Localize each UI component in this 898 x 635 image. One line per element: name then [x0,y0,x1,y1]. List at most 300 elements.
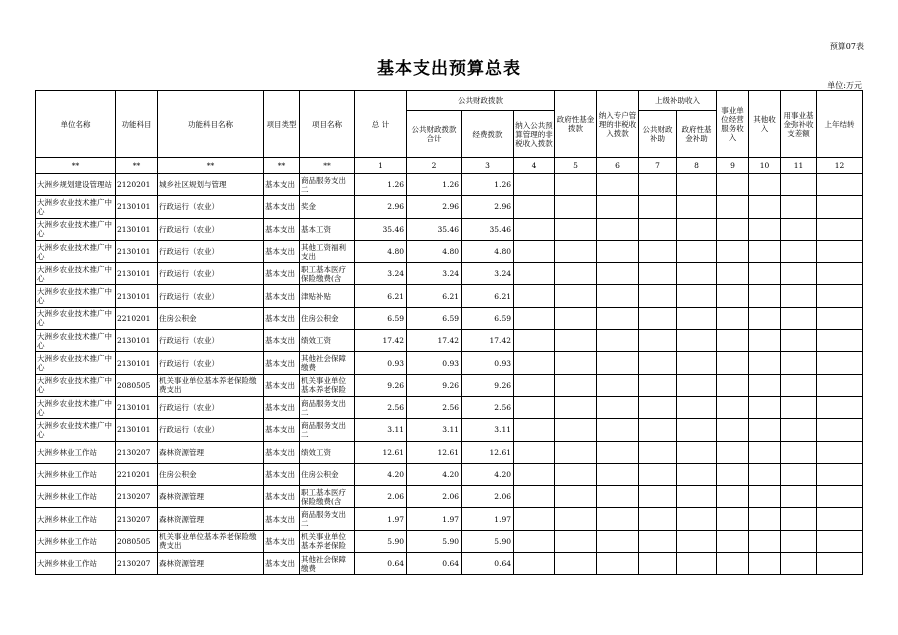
cell-empty [817,285,863,307]
header-non-tax: 纳入公共预算管理的非税收入拨款 [514,111,555,158]
cell-empty [749,218,781,240]
cell-public-sum: 12.61 [407,441,462,463]
cell-public-sum: 9.26 [407,374,462,396]
cell-unit: 大洲乡农业技术推广中心 [36,307,116,329]
cell-empty [717,463,749,485]
cell-empty [717,486,749,508]
cell-empty [677,530,717,552]
cell-empty [597,352,639,374]
cell-empty [817,174,863,196]
cell-empty [639,441,677,463]
cell-empty [717,263,749,285]
header-total: 总 计 [355,91,407,158]
cell-empty [555,352,597,374]
header-proj-type: 项目类型 [264,91,300,158]
cell-empty [749,530,781,552]
header-unit-name: 单位名称 [36,91,116,158]
cell-proj-name: 商品服务支出二 [300,508,355,530]
cell-empty [597,330,639,352]
cell-alloc: 2.96 [462,196,514,218]
cell-empty [677,218,717,240]
cell-empty [781,419,817,441]
cell-public-sum: 6.59 [407,307,462,329]
cell-alloc: 3.24 [462,263,514,285]
cell-unit: 大洲乡林业工作站 [36,441,116,463]
cell-empty [514,330,555,352]
cell-code: 2130101 [116,285,158,307]
index-cell: ** [116,158,158,174]
cell-public-sum: 3.24 [407,263,462,285]
cell-empty [639,396,677,418]
cell-type: 基本支出 [264,352,300,374]
cell-empty [639,263,677,285]
cell-total: 17.42 [355,330,407,352]
cell-proj-name: 其他社会保障缴费 [300,553,355,575]
cell-alloc: 17.42 [462,330,514,352]
table-row [36,285,863,307]
cell-empty [639,530,677,552]
cell-empty [597,530,639,552]
cell-empty [781,508,817,530]
form-number: 预算07表 [829,42,864,51]
cell-alloc: 2.06 [462,486,514,508]
cell-unit: 大洲乡林业工作站 [36,508,116,530]
cell-code: 2130207 [116,508,158,530]
cell-empty [597,374,639,396]
index-row [36,158,863,174]
header-other-income: 其他收入 [749,91,781,158]
cell-type: 基本支出 [264,463,300,485]
cell-empty [677,240,717,262]
cell-empty [717,285,749,307]
cell-empty [749,196,781,218]
cell-code: 2080505 [116,530,158,552]
cell-total: 2.96 [355,196,407,218]
cell-type: 基本支出 [264,174,300,196]
cell-func-name: 机关事业单位基本养老保险缴费支出 [158,530,264,552]
cell-empty [555,419,597,441]
cell-empty [597,285,639,307]
cell-unit: 大洲乡农业技术推广中心 [36,240,116,262]
cell-type: 基本支出 [264,441,300,463]
cell-code: 2130207 [116,486,158,508]
index-cell: 8 [677,158,717,174]
cell-empty [817,240,863,262]
cell-unit: 大洲乡农业技术推广中心 [36,218,116,240]
cell-empty [677,352,717,374]
cell-empty [555,553,597,575]
header-sup-public: 公共财政补助 [639,111,677,158]
cell-empty [781,285,817,307]
cell-func-name: 森林资源管理 [158,486,264,508]
cell-empty [597,174,639,196]
cell-proj-name: 基本工资 [300,218,355,240]
cell-alloc: 0.93 [462,352,514,374]
cell-func-name: 行政运行（农业） [158,419,264,441]
cell-empty [597,553,639,575]
header-public-fin: 公共财政拨款 [407,91,555,111]
index-cell: 6 [597,158,639,174]
cell-empty [817,307,863,329]
cell-alloc: 3.11 [462,419,514,441]
cell-empty [639,218,677,240]
cell-empty [555,508,597,530]
cell-alloc: 1.26 [462,174,514,196]
cell-empty [717,218,749,240]
cell-public-sum: 3.11 [407,419,462,441]
index-cell: 4 [514,158,555,174]
cell-empty [717,553,749,575]
cell-empty [817,218,863,240]
cell-empty [514,374,555,396]
cell-empty [677,553,717,575]
header-business-income: 事业单位经营服务收入 [717,91,749,158]
cell-empty [639,553,677,575]
index-cell: 12 [817,158,863,174]
cell-code: 2130101 [116,330,158,352]
cell-empty [597,419,639,441]
cell-empty [749,263,781,285]
cell-func-name: 行政运行（农业） [158,285,264,307]
cell-func-name: 行政运行（农业） [158,263,264,285]
table-row [36,218,863,240]
cell-proj-name: 其他工资福利支出 [300,240,355,262]
cell-empty [749,508,781,530]
header-budget-alloc: 经费拨款 [462,111,514,158]
cell-type: 基本支出 [264,285,300,307]
header-func-name: 功能科目名称 [158,91,264,158]
cell-empty [677,330,717,352]
cell-total: 35.46 [355,218,407,240]
cell-func-name: 森林资源管理 [158,553,264,575]
cell-empty [514,463,555,485]
cell-type: 基本支出 [264,330,300,352]
cell-empty [597,441,639,463]
cell-empty [817,553,863,575]
cell-empty [639,374,677,396]
cell-total: 1.97 [355,508,407,530]
table-row [36,352,863,374]
table-row [36,396,863,418]
cell-empty [677,441,717,463]
cell-func-name: 城乡社区规划与管理 [158,174,264,196]
cell-empty [781,374,817,396]
cell-unit: 大洲乡农业技术推广中心 [36,285,116,307]
cell-empty [817,196,863,218]
cell-public-sum: 1.26 [407,174,462,196]
table-row [36,307,863,329]
cell-empty [749,330,781,352]
cell-empty [677,486,717,508]
cell-empty [817,441,863,463]
cell-total: 0.64 [355,553,407,575]
cell-total: 12.61 [355,441,407,463]
cell-empty [514,196,555,218]
table-row [36,553,863,575]
cell-proj-name: 职工基本医疗保险缴费(含 [300,486,355,508]
cell-code: 2130207 [116,553,158,575]
cell-code: 2130207 [116,441,158,463]
cell-func-name: 行政运行（农业） [158,396,264,418]
unit-label: 单位:万元 [827,81,862,90]
cell-empty [514,240,555,262]
cell-unit: 大洲乡农业技术推广中心 [36,330,116,352]
cell-empty [749,307,781,329]
cell-public-sum: 1.97 [407,508,462,530]
table-row [36,463,863,485]
cell-total: 6.21 [355,285,407,307]
cell-alloc: 5.90 [462,530,514,552]
cell-public-sum: 2.06 [407,486,462,508]
cell-proj-name: 商品服务支出二 [300,396,355,418]
cell-empty [555,263,597,285]
cell-empty [749,441,781,463]
cell-empty [677,374,717,396]
cell-empty [717,419,749,441]
cell-proj-name: 商品服务支出二 [300,174,355,196]
cell-alloc: 4.20 [462,463,514,485]
header-proj-name: 项目名称 [300,91,355,158]
cell-empty [749,352,781,374]
cell-empty [555,240,597,262]
cell-empty [717,307,749,329]
cell-empty [514,530,555,552]
cell-empty [749,240,781,262]
cell-alloc: 2.56 [462,396,514,418]
cell-empty [781,174,817,196]
cell-type: 基本支出 [264,396,300,418]
budget-table [35,90,863,575]
cell-type: 基本支出 [264,218,300,240]
cell-empty [781,330,817,352]
cell-proj-name: 机关事业单位基本养老保险 [300,374,355,396]
cell-total: 5.90 [355,530,407,552]
table-row [36,530,863,552]
header-superior-sub: 上级补助收入 [639,91,717,111]
cell-type: 基本支出 [264,486,300,508]
cell-func-name: 行政运行（农业） [158,352,264,374]
cell-empty [817,508,863,530]
cell-empty [677,307,717,329]
cell-empty [749,419,781,441]
cell-empty [514,508,555,530]
cell-empty [555,374,597,396]
cell-unit: 大洲乡林业工作站 [36,486,116,508]
cell-empty [717,530,749,552]
index-cell: 5 [555,158,597,174]
cell-total: 2.56 [355,396,407,418]
cell-proj-name: 绩效工资 [300,330,355,352]
table-row [36,240,863,262]
cell-alloc: 12.61 [462,441,514,463]
cell-alloc: 6.59 [462,307,514,329]
cell-proj-name: 机关事业单位基本养老保险 [300,530,355,552]
cell-empty [639,508,677,530]
cell-public-sum: 17.42 [407,330,462,352]
index-cell: 1 [355,158,407,174]
cell-empty [677,174,717,196]
cell-empty [717,196,749,218]
cell-empty [749,285,781,307]
cell-empty [514,553,555,575]
cell-empty [555,285,597,307]
cell-proj-name: 奖金 [300,196,355,218]
cell-empty [717,508,749,530]
cell-unit: 大洲乡农业技术推广中心 [36,419,116,441]
cell-empty [639,352,677,374]
cell-empty [677,396,717,418]
cell-empty [717,174,749,196]
cell-func-name: 行政运行（农业） [158,218,264,240]
cell-empty [749,553,781,575]
cell-alloc: 9.26 [462,374,514,396]
cell-empty [514,263,555,285]
index-cell: ** [158,158,264,174]
cell-proj-name: 其他社会保障缴费 [300,352,355,374]
cell-empty [749,463,781,485]
cell-public-sum: 4.80 [407,240,462,262]
cell-func-name: 住房公积金 [158,463,264,485]
cell-code: 2130101 [116,352,158,374]
cell-empty [597,508,639,530]
header-gov-fund: 政府性基金拨款 [555,91,597,158]
cell-empty [639,285,677,307]
cell-empty [555,174,597,196]
cell-empty [817,330,863,352]
cell-total: 2.06 [355,486,407,508]
cell-empty [514,441,555,463]
cell-public-sum: 35.46 [407,218,462,240]
cell-empty [717,352,749,374]
cell-empty [781,553,817,575]
cell-public-sum: 0.64 [407,553,462,575]
header-carryover: 上年结转 [817,91,863,158]
page-title: 基本支出预算总表 [377,59,521,79]
cell-empty [555,486,597,508]
cell-proj-name: 商品服务支出二 [300,419,355,441]
cell-empty [555,530,597,552]
cell-empty [639,330,677,352]
cell-func-name: 行政运行（农业） [158,330,264,352]
cell-empty [514,352,555,374]
cell-empty [817,263,863,285]
cell-empty [555,307,597,329]
cell-unit: 大洲乡规划建设管理站 [36,174,116,196]
cell-empty [749,374,781,396]
index-cell: ** [300,158,355,174]
cell-empty [597,307,639,329]
index-cell: 11 [781,158,817,174]
cell-unit: 大洲乡农业技术推广中心 [36,352,116,374]
header-public-fin-sum: 公共财政拨款合计 [407,111,462,158]
table-row [36,330,863,352]
cell-proj-name: 住房公积金 [300,307,355,329]
cell-func-name: 机关事业单位基本养老保险缴费支出 [158,374,264,396]
cell-code: 2120201 [116,174,158,196]
table-row [36,441,863,463]
cell-type: 基本支出 [264,196,300,218]
cell-empty [781,396,817,418]
cell-alloc: 1.97 [462,508,514,530]
cell-empty [677,196,717,218]
cell-total: 6.59 [355,307,407,329]
cell-proj-name: 住房公积金 [300,463,355,485]
cell-unit: 大洲乡农业技术推广中心 [36,196,116,218]
cell-empty [749,174,781,196]
table-row [36,174,863,196]
cell-empty [677,508,717,530]
cell-empty [514,307,555,329]
cell-code: 2210201 [116,307,158,329]
cell-empty [717,240,749,262]
cell-empty [817,396,863,418]
cell-total: 3.24 [355,263,407,285]
cell-empty [597,218,639,240]
cell-func-name: 森林资源管理 [158,441,264,463]
cell-empty [677,463,717,485]
cell-empty [555,463,597,485]
cell-total: 3.11 [355,419,407,441]
cell-empty [817,486,863,508]
cell-total: 4.20 [355,463,407,485]
cell-empty [781,463,817,485]
index-cell: ** [36,158,116,174]
cell-empty [639,463,677,485]
table-row [36,196,863,218]
cell-alloc: 35.46 [462,218,514,240]
cell-func-name: 行政运行（农业） [158,196,264,218]
cell-empty [717,396,749,418]
cell-empty [717,330,749,352]
cell-empty [514,486,555,508]
cell-empty [514,174,555,196]
index-cell: 7 [639,158,677,174]
cell-public-sum: 4.20 [407,463,462,485]
table-row [36,419,863,441]
cell-empty [817,419,863,441]
cell-empty [555,196,597,218]
cell-unit: 大洲乡农业技术推广中心 [36,263,116,285]
header-special-account: 纳入专户管理的非税收入拨款 [597,91,639,158]
cell-code: 2130101 [116,218,158,240]
cell-code: 2130101 [116,396,158,418]
cell-code: 2080505 [116,374,158,396]
cell-public-sum: 0.93 [407,352,462,374]
cell-empty [781,441,817,463]
cell-proj-name: 津贴补贴 [300,285,355,307]
cell-empty [597,486,639,508]
cell-empty [597,396,639,418]
cell-empty [555,330,597,352]
cell-empty [781,240,817,262]
cell-type: 基本支出 [264,508,300,530]
cell-total: 4.80 [355,240,407,262]
cell-type: 基本支出 [264,307,300,329]
cell-empty [749,486,781,508]
cell-empty [639,486,677,508]
index-cell: 9 [717,158,749,174]
cell-empty [639,240,677,262]
cell-empty [597,196,639,218]
cell-empty [514,396,555,418]
cell-unit: 大洲乡农业技术推广中心 [36,374,116,396]
cell-total: 0.93 [355,352,407,374]
cell-empty [514,285,555,307]
table-row [36,508,863,530]
header-func-code: 功能科目 [116,91,158,158]
cell-empty [717,374,749,396]
table-row [36,374,863,396]
